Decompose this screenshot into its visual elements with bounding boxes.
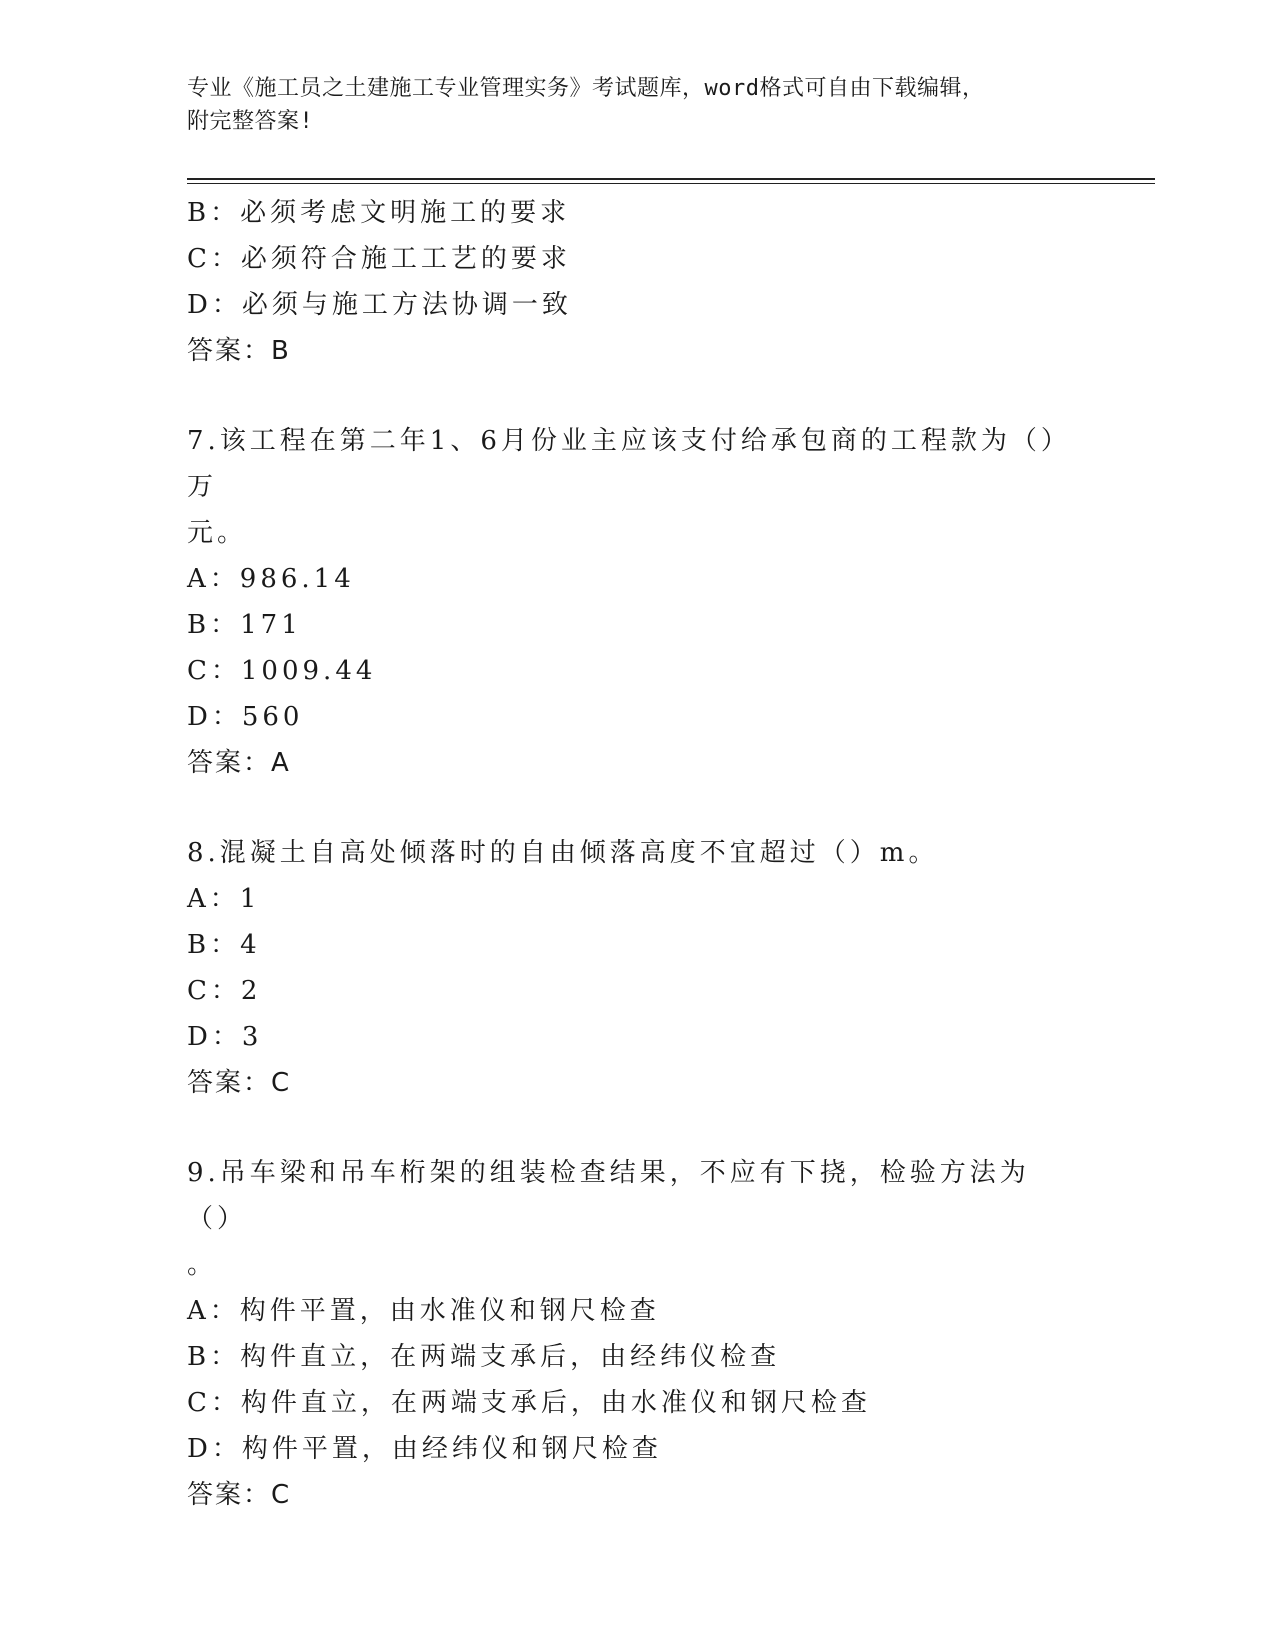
option-c: C：必须符合施工工艺的要求	[187, 244, 571, 274]
question-6-partial	[187, 190, 1087, 374]
header-divider-thin	[187, 183, 1155, 184]
option-b: B：4	[187, 930, 261, 960]
option-c: C：2	[187, 976, 262, 1006]
option-c: C：1009.44	[187, 656, 377, 686]
option-d: D：构件平置，由经纬仪和钢尺检查	[187, 1434, 662, 1464]
answer-line: 答案：A	[187, 748, 291, 778]
option-b: B：必须考虑文明施工的要求	[187, 198, 571, 228]
option-c: C：构件直立，在两端支承后，由水准仪和钢尺检查	[187, 1388, 871, 1418]
question-text-line-2: 元。	[187, 518, 248, 548]
option-d: D：560	[187, 702, 304, 732]
answer-line: 答案：B	[187, 336, 291, 366]
option-d: D：3	[187, 1022, 263, 1052]
question-7	[187, 418, 1087, 786]
question-text-line-1: 7.该工程在第二年1、6月份业主应该支付给承包商的工程款为（）万	[187, 426, 1058, 502]
header-line-2: 附完整答案!	[187, 109, 314, 134]
option-d: D：必须与施工方法协调一致	[187, 290, 572, 320]
option-a: A：构件平置，由水准仪和钢尺检查	[187, 1296, 660, 1326]
document-header	[187, 72, 1067, 138]
header-divider-thick	[187, 178, 1155, 180]
question-text-line-1: 8.混凝土自高处倾落时的自由倾落高度不宜超过（）m。	[187, 838, 939, 868]
option-a: A：1	[187, 884, 261, 914]
question-list	[187, 190, 1087, 1518]
option-b: B：构件直立，在两端支承后，由经纬仪检查	[187, 1342, 781, 1372]
question-8	[187, 830, 1087, 1106]
header-line-1: 专业《施工员之土建施工专业管理实务》考试题库，word格式可自由下载编辑，	[187, 76, 985, 101]
question-text-line-1: 9.吊车梁和吊车桁架的组装检查结果，不应有下挠，检验方法为（）	[187, 1158, 1030, 1234]
answer-line: 答案：C	[187, 1480, 292, 1510]
answer-line: 答案：C	[187, 1068, 292, 1098]
question-9	[187, 1150, 1087, 1518]
question-text-line-2: 。	[187, 1250, 218, 1280]
option-a: A：986.14	[187, 564, 355, 594]
option-b: B：171	[187, 610, 302, 640]
